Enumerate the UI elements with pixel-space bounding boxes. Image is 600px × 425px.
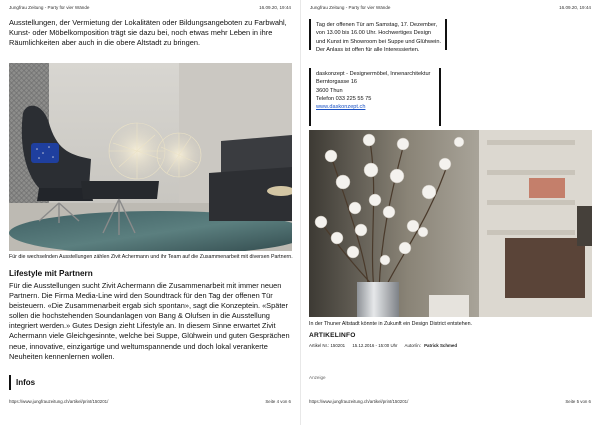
event-info-box xyxy=(309,19,447,53)
cotton-image xyxy=(309,130,592,317)
footer-page-number-right: Seite 5 von 6 xyxy=(565,399,591,404)
section-heading: Lifestyle mit Partnern xyxy=(9,269,93,278)
footer-url: https://www.jungfrauzeitung.ch/artikel/print/150201/ xyxy=(9,399,109,404)
address-phone: Telefon 033 225 55 75 xyxy=(316,95,372,102)
address-city: 3600 Thun xyxy=(316,87,343,94)
cotton-caption: In der Thuner Altstadt könnte in Zukunft ein Design District entstehen. xyxy=(309,321,473,327)
footer-page-number: Seite 4 von 6 xyxy=(265,399,291,404)
footer-url-right: https://www.jungfrauzeitung.ch/artikel/print/150201/ xyxy=(309,399,409,404)
artikelinfo-heading: ARTIKELINFO xyxy=(309,332,356,339)
showroom-photo xyxy=(9,63,292,251)
address-street: Berntorgasse 16 xyxy=(316,79,358,86)
autor-label: Autor/in: xyxy=(404,343,421,348)
page-header-title: Jungfrau Zeitung - Party für vier Wände xyxy=(310,5,391,10)
artikelinfo-row xyxy=(309,343,457,348)
lead-paragraph: Ausstellungen, der Vermietung der Lokalitäten oder Bildungsangeboten zu Farbwahl, Kunst- oder Möbelkomposition trägt sie dazu bei, noch etwas mehr Leben in ihre Räumlichkeiten aber auch in die obere Altstadt zu bringen. xyxy=(9,18,287,48)
page-header-date: 16.09.20, 19:44 xyxy=(559,5,591,10)
infos-heading: Infos xyxy=(9,375,292,390)
autor-name: Patrick Schmed xyxy=(424,343,458,348)
artikel-date: 15.12.2016 - 15:00 Uhr xyxy=(352,343,398,348)
photo-caption: Für die wechselnden Ausstellungen zählen Zivit Achermann und ihr Team auf die Zusammenarbeit mit diversen Partnern. xyxy=(9,254,293,260)
cotton-photo xyxy=(309,130,592,317)
page-header-title: Jungfrau Zeitung - Party für vier Wände xyxy=(9,5,90,10)
showroom-image xyxy=(9,63,292,251)
address-company: daskonzept - Designermöbel, Innenarchitektur xyxy=(316,71,431,77)
website-link[interactable]: www.daskonzept.ch xyxy=(316,104,366,111)
section-body: Für die Ausstellungen sucht Zivit Achermann die Zusammenarbeit mit immer neuen Partnern. Die Firma Media-Line wird den Soundtrack für den Tag der offenen Tür beisteuern. «Die Zusammenarbeit ergab sich spontan», sagt die Konzeptein. «Später sollen die hochstehenden Soundanlagen von Bang & Olufsen in die Ausstellung integriert werden.» Gutes Design zieht Lifestyle an. In diesem Sinne erwartet Zivit Achermann viele Gleichgesinnte, welche bei Suppe, Glühwein und guten Gesprächen neue, innovative, einzigartige und weltumspannende und doch lokal verankerte Neuheiten kennenlernen wollen. xyxy=(9,281,290,361)
page-header-date: 16.09.20, 19:44 xyxy=(259,5,291,10)
address-box xyxy=(309,68,441,126)
event-text: Tag der offenen Tür am Samstag, 17. Dezember, von 13.00 bis 16.00 Uhr. Hochwertiges Design und Kunst im Showroom bei Suppe und Glühwein. Der Anlass ist offen für alle Interessierten. xyxy=(316,22,442,53)
anzeige-label: Anzeige xyxy=(309,375,326,380)
artikel-number: Artikel Nr.: 150201 xyxy=(309,343,346,348)
